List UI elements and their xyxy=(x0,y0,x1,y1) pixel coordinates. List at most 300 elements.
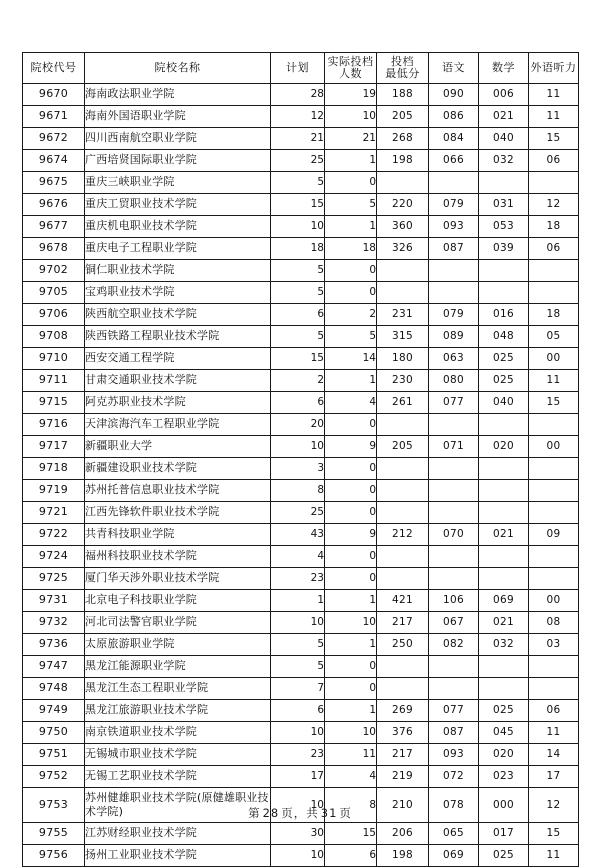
cell-english: 05 xyxy=(529,326,579,348)
cell-min-score: 421 xyxy=(377,590,429,612)
table-header xyxy=(23,53,579,84)
cell-code: 9710 xyxy=(23,348,85,370)
cell-math: 020 xyxy=(479,436,529,458)
cell-actual: 1 xyxy=(325,150,377,172)
cell-actual: 6 xyxy=(325,845,377,867)
cell-code: 9747 xyxy=(23,656,85,678)
cell-name: 河北司法警官职业学院 xyxy=(85,612,271,634)
cell-actual: 0 xyxy=(325,260,377,282)
cell-min-score: 188 xyxy=(377,84,429,106)
table-row xyxy=(23,128,579,150)
cell-min-score: 268 xyxy=(377,128,429,150)
cell-min-score xyxy=(377,458,429,480)
cell-name: 海南政法职业学院 xyxy=(85,84,271,106)
table-row xyxy=(23,326,579,348)
cell-min-score xyxy=(377,568,429,590)
cell-english xyxy=(529,480,579,502)
cell-plan: 18 xyxy=(271,238,325,260)
table-row xyxy=(23,722,579,744)
cell-min-score: 180 xyxy=(377,348,429,370)
cell-math: 032 xyxy=(479,634,529,656)
cell-min-score: 219 xyxy=(377,766,429,788)
cell-english: 11 xyxy=(529,84,579,106)
cell-min-score: 210 xyxy=(377,788,429,823)
cell-chinese: 069 xyxy=(429,845,479,867)
cell-chinese: 077 xyxy=(429,700,479,722)
cell-english: 03 xyxy=(529,634,579,656)
cell-name: 江苏财经职业技术学院 xyxy=(85,823,271,845)
cell-name: 海南外国语职业学院 xyxy=(85,106,271,128)
cell-math xyxy=(479,260,529,282)
cell-english xyxy=(529,458,579,480)
cell-actual: 1 xyxy=(325,216,377,238)
cell-name: 铜仁职业技术学院 xyxy=(85,260,271,282)
table-row xyxy=(23,282,579,304)
cell-plan: 23 xyxy=(271,568,325,590)
cell-math xyxy=(479,568,529,590)
cell-plan: 20 xyxy=(271,414,325,436)
cell-plan: 28 xyxy=(271,84,325,106)
cell-code: 9753 xyxy=(23,788,85,823)
column-header-name: 院校名称 xyxy=(85,53,271,84)
cell-min-score: 269 xyxy=(377,700,429,722)
cell-min-score: 261 xyxy=(377,392,429,414)
cell-plan: 21 xyxy=(271,128,325,150)
table-row xyxy=(23,392,579,414)
cell-math: 020 xyxy=(479,744,529,766)
cell-actual: 4 xyxy=(325,766,377,788)
cell-math: 053 xyxy=(479,216,529,238)
cell-english: 08 xyxy=(529,612,579,634)
cell-code: 9736 xyxy=(23,634,85,656)
cell-name: 共青科技职业学院 xyxy=(85,524,271,546)
cell-name: 北京电子科技职业学院 xyxy=(85,590,271,612)
cell-code: 9719 xyxy=(23,480,85,502)
cell-math: 040 xyxy=(479,128,529,150)
cell-name: 福州科技职业技术学院 xyxy=(85,546,271,568)
cell-plan: 5 xyxy=(271,326,325,348)
cell-min-score xyxy=(377,172,429,194)
cell-actual: 14 xyxy=(325,348,377,370)
table-row xyxy=(23,84,579,106)
column-header-chinese: 语文 xyxy=(429,53,479,84)
cell-actual: 0 xyxy=(325,568,377,590)
cell-min-score xyxy=(377,656,429,678)
cell-code: 9715 xyxy=(23,392,85,414)
cell-min-score: 315 xyxy=(377,326,429,348)
cell-name: 黑龙江能源职业学院 xyxy=(85,656,271,678)
cell-math: 021 xyxy=(479,106,529,128)
cell-math xyxy=(479,546,529,568)
cell-chinese xyxy=(429,480,479,502)
cell-actual: 1 xyxy=(325,634,377,656)
table-row xyxy=(23,436,579,458)
cell-plan: 23 xyxy=(271,744,325,766)
cell-actual: 0 xyxy=(325,678,377,700)
table-row xyxy=(23,656,579,678)
cell-plan: 6 xyxy=(271,304,325,326)
cell-english xyxy=(529,282,579,304)
table-body xyxy=(23,84,579,867)
column-header-min-line2: 最低分 xyxy=(385,67,420,80)
cell-plan: 10 xyxy=(271,788,325,823)
cell-name: 扬州工业职业技术学院 xyxy=(85,845,271,867)
cell-math: 025 xyxy=(479,370,529,392)
column-header-actual-line2: 人数 xyxy=(339,67,362,80)
cell-english: 15 xyxy=(529,823,579,845)
cell-min-score xyxy=(377,260,429,282)
footer-middle: 页，共 xyxy=(281,806,319,820)
cell-min-score: 198 xyxy=(377,150,429,172)
cell-name: 陕西航空职业技术学院 xyxy=(85,304,271,326)
cell-name: 陕西铁路工程职业技术学院 xyxy=(85,326,271,348)
cell-name: 南京铁道职业技术学院 xyxy=(85,722,271,744)
cell-actual: 0 xyxy=(325,480,377,502)
cell-chinese xyxy=(429,502,479,524)
cell-math xyxy=(479,480,529,502)
cell-name: 甘肃交通职业技术学院 xyxy=(85,370,271,392)
cell-english: 12 xyxy=(529,194,579,216)
table-row xyxy=(23,678,579,700)
table-row xyxy=(23,744,579,766)
cell-chinese: 071 xyxy=(429,436,479,458)
cell-plan: 7 xyxy=(271,678,325,700)
cell-math: 017 xyxy=(479,823,529,845)
cell-plan: 5 xyxy=(271,260,325,282)
cell-plan: 10 xyxy=(271,722,325,744)
cell-chinese: 067 xyxy=(429,612,479,634)
cell-english xyxy=(529,502,579,524)
cell-code: 9718 xyxy=(23,458,85,480)
cell-name: 重庆工贸职业技术学院 xyxy=(85,194,271,216)
cell-actual: 0 xyxy=(325,502,377,524)
cell-english: 15 xyxy=(529,128,579,150)
cell-math xyxy=(479,458,529,480)
cell-chinese xyxy=(429,546,479,568)
column-header-actual xyxy=(325,53,377,84)
cell-chinese: 087 xyxy=(429,238,479,260)
table-header-row xyxy=(23,53,579,84)
cell-chinese xyxy=(429,282,479,304)
cell-code: 9748 xyxy=(23,678,85,700)
cell-math: 032 xyxy=(479,150,529,172)
cell-plan: 2 xyxy=(271,370,325,392)
cell-actual: 0 xyxy=(325,458,377,480)
cell-math xyxy=(479,282,529,304)
cell-actual: 0 xyxy=(325,546,377,568)
cell-code: 9674 xyxy=(23,150,85,172)
cell-name: 苏州托普信息职业技术学院 xyxy=(85,480,271,502)
footer-total-pages: 31 xyxy=(320,806,338,820)
cell-name: 广西培贤国际职业学院 xyxy=(85,150,271,172)
table-row xyxy=(23,106,579,128)
cell-code: 9711 xyxy=(23,370,85,392)
cell-actual: 9 xyxy=(325,436,377,458)
score-table-container xyxy=(22,52,578,867)
table-row xyxy=(23,370,579,392)
cell-actual: 0 xyxy=(325,172,377,194)
cell-code: 9751 xyxy=(23,744,85,766)
cell-math: 025 xyxy=(479,348,529,370)
table-row xyxy=(23,304,579,326)
table-row xyxy=(23,766,579,788)
cell-chinese: 087 xyxy=(429,722,479,744)
table-row xyxy=(23,458,579,480)
cell-english: 11 xyxy=(529,106,579,128)
cell-math: 025 xyxy=(479,700,529,722)
cell-math: 045 xyxy=(479,722,529,744)
column-header-min-line1: 投档 xyxy=(391,54,414,68)
cell-name: 重庆电子工程职业学院 xyxy=(85,238,271,260)
cell-plan: 43 xyxy=(271,524,325,546)
cell-chinese: 084 xyxy=(429,128,479,150)
cell-english: 18 xyxy=(529,304,579,326)
cell-name: 四川西南航空职业学院 xyxy=(85,128,271,150)
cell-chinese xyxy=(429,656,479,678)
table-row xyxy=(23,348,579,370)
cell-min-score: 250 xyxy=(377,634,429,656)
cell-min-score: 360 xyxy=(377,216,429,238)
cell-english xyxy=(529,568,579,590)
cell-plan: 30 xyxy=(271,823,325,845)
cell-plan: 5 xyxy=(271,634,325,656)
table-row xyxy=(23,612,579,634)
cell-code: 9721 xyxy=(23,502,85,524)
cell-chinese xyxy=(429,458,479,480)
cell-actual: 21 xyxy=(325,128,377,150)
cell-actual: 0 xyxy=(325,414,377,436)
cell-plan: 25 xyxy=(271,150,325,172)
cell-math xyxy=(479,414,529,436)
cell-math xyxy=(479,172,529,194)
cell-chinese: 063 xyxy=(429,348,479,370)
cell-name: 天津滨海汽车工程职业学院 xyxy=(85,414,271,436)
cell-english xyxy=(529,414,579,436)
cell-english: 06 xyxy=(529,150,579,172)
cell-plan: 10 xyxy=(271,216,325,238)
cell-min-score: 220 xyxy=(377,194,429,216)
cell-english: 12 xyxy=(529,788,579,823)
cell-actual: 11 xyxy=(325,744,377,766)
footer-prefix: 第 xyxy=(248,806,261,820)
admission-score-table xyxy=(22,52,579,867)
cell-math xyxy=(479,502,529,524)
cell-min-score: 217 xyxy=(377,612,429,634)
cell-code: 9702 xyxy=(23,260,85,282)
cell-code: 9756 xyxy=(23,845,85,867)
cell-plan: 10 xyxy=(271,845,325,867)
cell-name: 宝鸡职业技术学院 xyxy=(85,282,271,304)
cell-math: 039 xyxy=(479,238,529,260)
cell-actual: 5 xyxy=(325,194,377,216)
cell-min-score: 205 xyxy=(377,436,429,458)
cell-actual: 0 xyxy=(325,282,377,304)
cell-chinese: 080 xyxy=(429,370,479,392)
cell-chinese: 070 xyxy=(429,524,479,546)
cell-plan: 4 xyxy=(271,546,325,568)
cell-math: 021 xyxy=(479,524,529,546)
cell-plan: 15 xyxy=(271,194,325,216)
cell-chinese xyxy=(429,172,479,194)
cell-english: 00 xyxy=(529,436,579,458)
column-header-plan: 计划 xyxy=(271,53,325,84)
cell-english: 18 xyxy=(529,216,579,238)
cell-chinese: 079 xyxy=(429,304,479,326)
cell-english: 17 xyxy=(529,766,579,788)
cell-plan: 6 xyxy=(271,392,325,414)
cell-math: 040 xyxy=(479,392,529,414)
cell-chinese xyxy=(429,568,479,590)
cell-name: 新疆建设职业技术学院 xyxy=(85,458,271,480)
cell-min-score: 230 xyxy=(377,370,429,392)
cell-actual: 19 xyxy=(325,84,377,106)
column-header-math: 数学 xyxy=(479,53,529,84)
cell-name: 厦门华天涉外职业技术学院 xyxy=(85,568,271,590)
cell-math: 023 xyxy=(479,766,529,788)
cell-code: 9752 xyxy=(23,766,85,788)
cell-english: 06 xyxy=(529,238,579,260)
footer-suffix: 页 xyxy=(339,806,352,820)
cell-code: 9675 xyxy=(23,172,85,194)
cell-code: 9677 xyxy=(23,216,85,238)
cell-min-score: 198 xyxy=(377,845,429,867)
cell-code: 9724 xyxy=(23,546,85,568)
cell-name: 苏州健雄职业技术学院(原健雄职业技术学院) xyxy=(85,788,271,823)
cell-chinese: 090 xyxy=(429,84,479,106)
cell-plan: 25 xyxy=(271,502,325,524)
table-row xyxy=(23,546,579,568)
column-header-english: 外语听力 xyxy=(529,53,579,84)
cell-chinese: 093 xyxy=(429,744,479,766)
column-header-min xyxy=(377,53,429,84)
cell-plan: 3 xyxy=(271,458,325,480)
table-row xyxy=(23,700,579,722)
cell-plan: 10 xyxy=(271,436,325,458)
table-row xyxy=(23,216,579,238)
cell-min-score: 206 xyxy=(377,823,429,845)
cell-chinese: 066 xyxy=(429,150,479,172)
cell-code: 9725 xyxy=(23,568,85,590)
table-row xyxy=(23,524,579,546)
cell-actual: 1 xyxy=(325,370,377,392)
cell-min-score xyxy=(377,480,429,502)
cell-min-score xyxy=(377,414,429,436)
cell-english: 11 xyxy=(529,370,579,392)
cell-english: 09 xyxy=(529,524,579,546)
cell-math: 016 xyxy=(479,304,529,326)
cell-chinese: 079 xyxy=(429,194,479,216)
cell-plan: 1 xyxy=(271,590,325,612)
cell-min-score: 231 xyxy=(377,304,429,326)
cell-actual: 1 xyxy=(325,590,377,612)
table-row xyxy=(23,502,579,524)
cell-actual: 8 xyxy=(325,788,377,823)
cell-math: 006 xyxy=(479,84,529,106)
cell-actual: 10 xyxy=(325,106,377,128)
table-row xyxy=(23,480,579,502)
cell-plan: 12 xyxy=(271,106,325,128)
cell-actual: 1 xyxy=(325,700,377,722)
column-header-code: 院校代号 xyxy=(23,53,85,84)
cell-name: 无锡工艺职业技术学院 xyxy=(85,766,271,788)
cell-actual: 0 xyxy=(325,656,377,678)
column-header-actual-line1: 实际投档 xyxy=(327,54,374,68)
cell-code: 9755 xyxy=(23,823,85,845)
cell-actual: 5 xyxy=(325,326,377,348)
cell-english xyxy=(529,260,579,282)
cell-min-score xyxy=(377,678,429,700)
table-row xyxy=(23,414,579,436)
table-row xyxy=(23,634,579,656)
cell-min-score: 212 xyxy=(377,524,429,546)
table-row xyxy=(23,172,579,194)
table-row xyxy=(23,238,579,260)
cell-code: 9731 xyxy=(23,590,85,612)
cell-chinese: 082 xyxy=(429,634,479,656)
cell-name: 江西先锋软件职业技术学院 xyxy=(85,502,271,524)
cell-name: 黑龙江生态工程职业学院 xyxy=(85,678,271,700)
cell-math: 031 xyxy=(479,194,529,216)
table-row xyxy=(23,260,579,282)
cell-name: 无锡城市职业技术学院 xyxy=(85,744,271,766)
cell-min-score: 205 xyxy=(377,106,429,128)
cell-plan: 10 xyxy=(271,612,325,634)
cell-english: 15 xyxy=(529,392,579,414)
cell-english: 00 xyxy=(529,348,579,370)
cell-actual: 9 xyxy=(325,524,377,546)
cell-min-score xyxy=(377,502,429,524)
cell-math: 069 xyxy=(479,590,529,612)
table-row xyxy=(23,823,579,845)
cell-actual: 18 xyxy=(325,238,377,260)
cell-actual: 10 xyxy=(325,612,377,634)
cell-name: 重庆三峡职业学院 xyxy=(85,172,271,194)
cell-chinese: 077 xyxy=(429,392,479,414)
cell-plan: 17 xyxy=(271,766,325,788)
cell-code: 9676 xyxy=(23,194,85,216)
cell-chinese: 089 xyxy=(429,326,479,348)
cell-name: 重庆机电职业技术学院 xyxy=(85,216,271,238)
cell-code: 9750 xyxy=(23,722,85,744)
cell-english xyxy=(529,546,579,568)
cell-code: 9678 xyxy=(23,238,85,260)
cell-min-score: 326 xyxy=(377,238,429,260)
page-footer xyxy=(0,805,600,821)
cell-english: 11 xyxy=(529,845,579,867)
cell-english: 14 xyxy=(529,744,579,766)
cell-name: 阿克苏职业技术学院 xyxy=(85,392,271,414)
cell-chinese: 072 xyxy=(429,766,479,788)
cell-chinese: 078 xyxy=(429,788,479,823)
table-row xyxy=(23,150,579,172)
cell-actual: 2 xyxy=(325,304,377,326)
footer-page-number: 28 xyxy=(262,806,280,820)
cell-math xyxy=(479,656,529,678)
cell-code: 9671 xyxy=(23,106,85,128)
cell-chinese: 093 xyxy=(429,216,479,238)
cell-code: 9749 xyxy=(23,700,85,722)
cell-min-score: 376 xyxy=(377,722,429,744)
cell-chinese: 106 xyxy=(429,590,479,612)
cell-actual: 15 xyxy=(325,823,377,845)
cell-plan: 5 xyxy=(271,656,325,678)
table-row xyxy=(23,568,579,590)
cell-english xyxy=(529,656,579,678)
cell-english: 11 xyxy=(529,722,579,744)
cell-math: 048 xyxy=(479,326,529,348)
cell-math: 025 xyxy=(479,845,529,867)
cell-plan: 8 xyxy=(271,480,325,502)
